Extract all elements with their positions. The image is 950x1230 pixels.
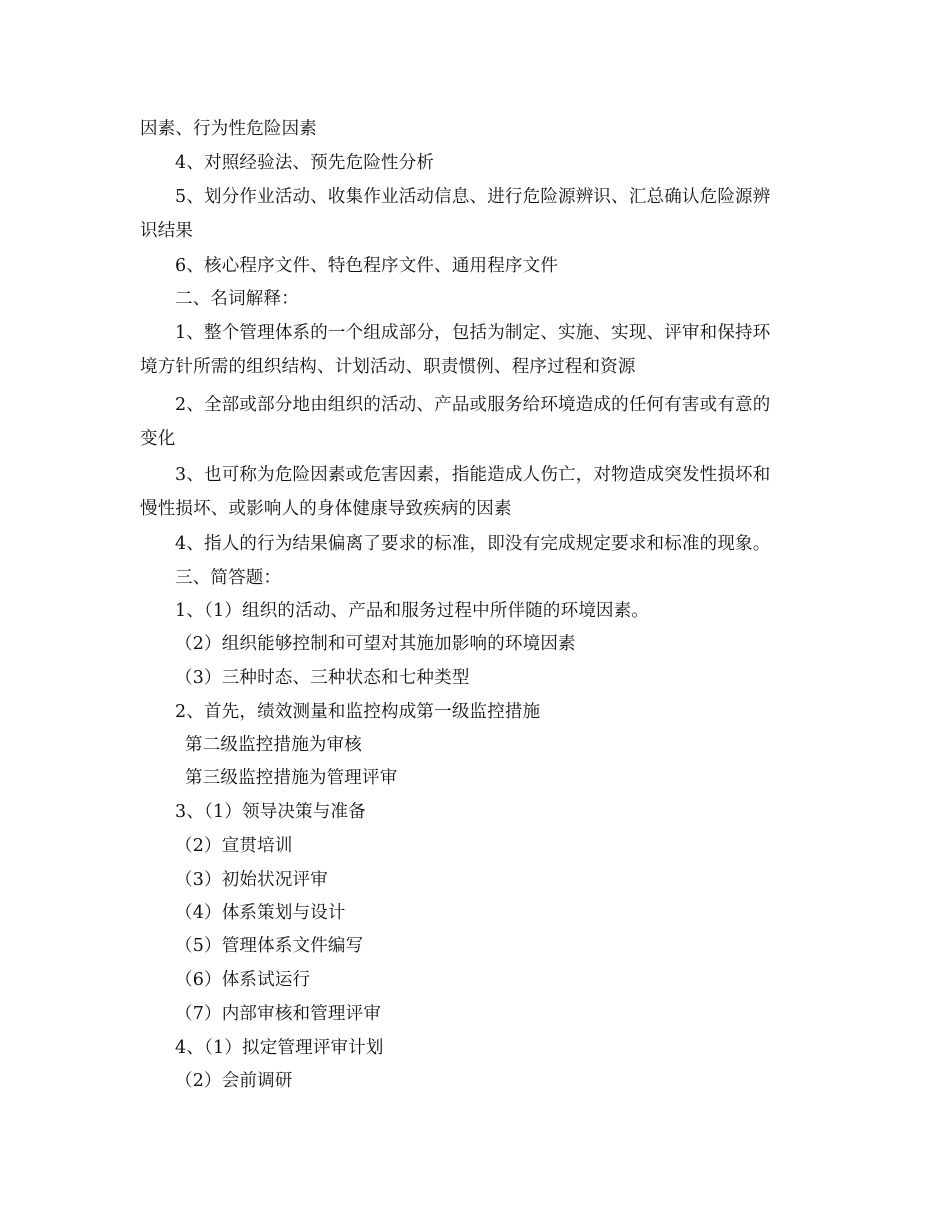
text-line: （7）内部审核和管理评审 — [175, 1004, 382, 1024]
text-line: 境方针所需的组织结构、计划活动、职责惯例、程序过程和资源 — [140, 357, 636, 377]
text-line: 6、核心程序文件、特色程序文件、通用程序文件 — [175, 256, 559, 276]
text-line: 4、指人的行为结果偏离了要求的标准，即没有完成规定要求和标准的现象。 — [175, 534, 771, 554]
text-line: （5）管理体系文件编写 — [175, 936, 364, 956]
text-line: （2）宣贯培训 — [175, 836, 293, 856]
text-line: 第三级监控措施为管理评审 — [185, 768, 398, 788]
text-line: 3、（1）领导决策与准备 — [175, 802, 366, 822]
text-line: （3）初始状况评审 — [175, 870, 328, 890]
text-line: 识结果 — [140, 221, 194, 241]
text-line: 1、整个管理体系的一个组成部分，包括为制定、实施、实现、评审和保持环 — [175, 323, 771, 343]
text-line: 4、（1）拟定管理评审计划 — [175, 1038, 384, 1058]
text-line: 2、全部或部分地由组织的活动、产品或服务给环境造成的任何有害或有意的 — [175, 395, 771, 415]
text-line: （4）体系策划与设计 — [175, 903, 346, 923]
text-line: 变化 — [140, 429, 176, 449]
text-line: （2）组织能够控制和可望对其施加影响的环境因素 — [175, 634, 576, 654]
section-heading: 三、简答题： — [175, 568, 282, 588]
text-line: 5、划分作业活动、收集作业活动信息、进行危险源辨识、汇总确认危险源辨 — [175, 187, 771, 207]
text-line: 慢性损坏、或影响人的身体健康导致疾病的因素 — [140, 499, 512, 519]
text-line: 2、首先，绩效测量和监控构成第一级监控措施 — [175, 702, 541, 722]
text-line: 1、（1）组织的活动、产品和服务过程中所伴随的环境因素。 — [175, 601, 650, 621]
section-heading: 二、名词解释： — [175, 289, 299, 309]
text-line: （3）三种时态、三种状态和七种类型 — [175, 668, 470, 688]
text-line: 3、也可称为危险因素或危害因素，指能造成人伤亡，对物造成突发性损坏和 — [175, 465, 771, 485]
text-line: 因素、行为性危险因素 — [140, 119, 317, 139]
text-line: 第二级监控措施为审核 — [185, 735, 362, 755]
text-line: 4、对照经验法、预先危险性分析 — [175, 153, 435, 173]
text-line: （6）体系试运行 — [175, 970, 311, 990]
text-line: （2）会前调研 — [175, 1071, 293, 1091]
